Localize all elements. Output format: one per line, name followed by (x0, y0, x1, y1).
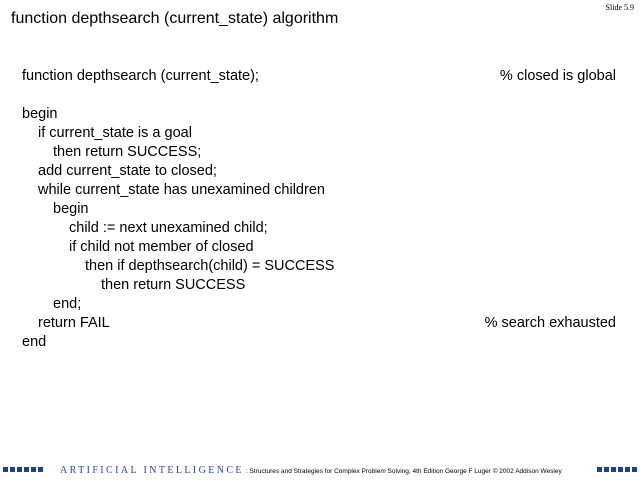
pseudocode-block (22, 67, 616, 352)
code-line (22, 200, 616, 219)
code-line (22, 143, 616, 162)
code-text: then if depthsearch(child) = SUCCESS (85, 258, 335, 274)
footer-square-decoration (38, 467, 43, 472)
footer-square-decoration (625, 467, 630, 472)
footer-square-decoration (604, 467, 609, 472)
code-text: add current_state to closed; (38, 163, 217, 179)
code-line (22, 181, 616, 200)
code-line (22, 105, 616, 124)
footer-squares-right (597, 467, 637, 472)
footer-brand: ARTIFICIAL INTELLIGENCE (60, 465, 244, 476)
code-line (22, 124, 616, 143)
code-text: then return SUCCESS (101, 277, 246, 293)
code-line (22, 86, 616, 105)
code-line (22, 257, 616, 276)
footer-square-decoration (31, 467, 36, 472)
code-line (22, 238, 616, 257)
footer-caption (60, 465, 562, 476)
footer-subtitle: : Structures and Strategies for Complex Problem Solving, 4th Edition George F Luger © 2002 Addison Wesley (245, 468, 562, 475)
code-comment: % closed is global (499, 68, 616, 84)
code-line (22, 67, 616, 86)
footer-square-decoration (618, 467, 623, 472)
footer-square-decoration (3, 467, 8, 472)
code-text: return FAIL (38, 315, 110, 331)
code-text: begin (22, 106, 58, 122)
code-text: child := next unexamined child; (69, 220, 268, 236)
code-line (22, 295, 616, 314)
footer-square-decoration (24, 467, 29, 472)
code-text: if current_state is a goal (38, 125, 192, 141)
footer-square-decoration (10, 467, 15, 472)
code-line (22, 276, 616, 295)
code-line (22, 219, 616, 238)
code-comment: % search exhausted (484, 315, 616, 331)
slide-title: function depthsearch (current_state) algorithm (11, 10, 339, 27)
footer-bar (0, 462, 640, 480)
code-text: while current_state has unexamined children (38, 182, 325, 198)
code-text: then return SUCCESS; (53, 144, 202, 160)
code-text: end; (53, 296, 82, 312)
code-text: end (22, 334, 47, 350)
code-line (22, 333, 616, 352)
code-line (22, 162, 616, 181)
code-line (22, 314, 616, 333)
footer-square-decoration (17, 467, 22, 472)
code-text: begin (53, 201, 89, 217)
footer-square-decoration (597, 467, 602, 472)
footer-square-decoration (632, 467, 637, 472)
footer-squares-left (3, 467, 43, 472)
footer-square-decoration (611, 467, 616, 472)
code-text: if child not member of closed (69, 239, 254, 255)
slide-number: Slide 5.9 (605, 3, 634, 12)
code-text: function depthsearch (current_state); (22, 68, 259, 84)
